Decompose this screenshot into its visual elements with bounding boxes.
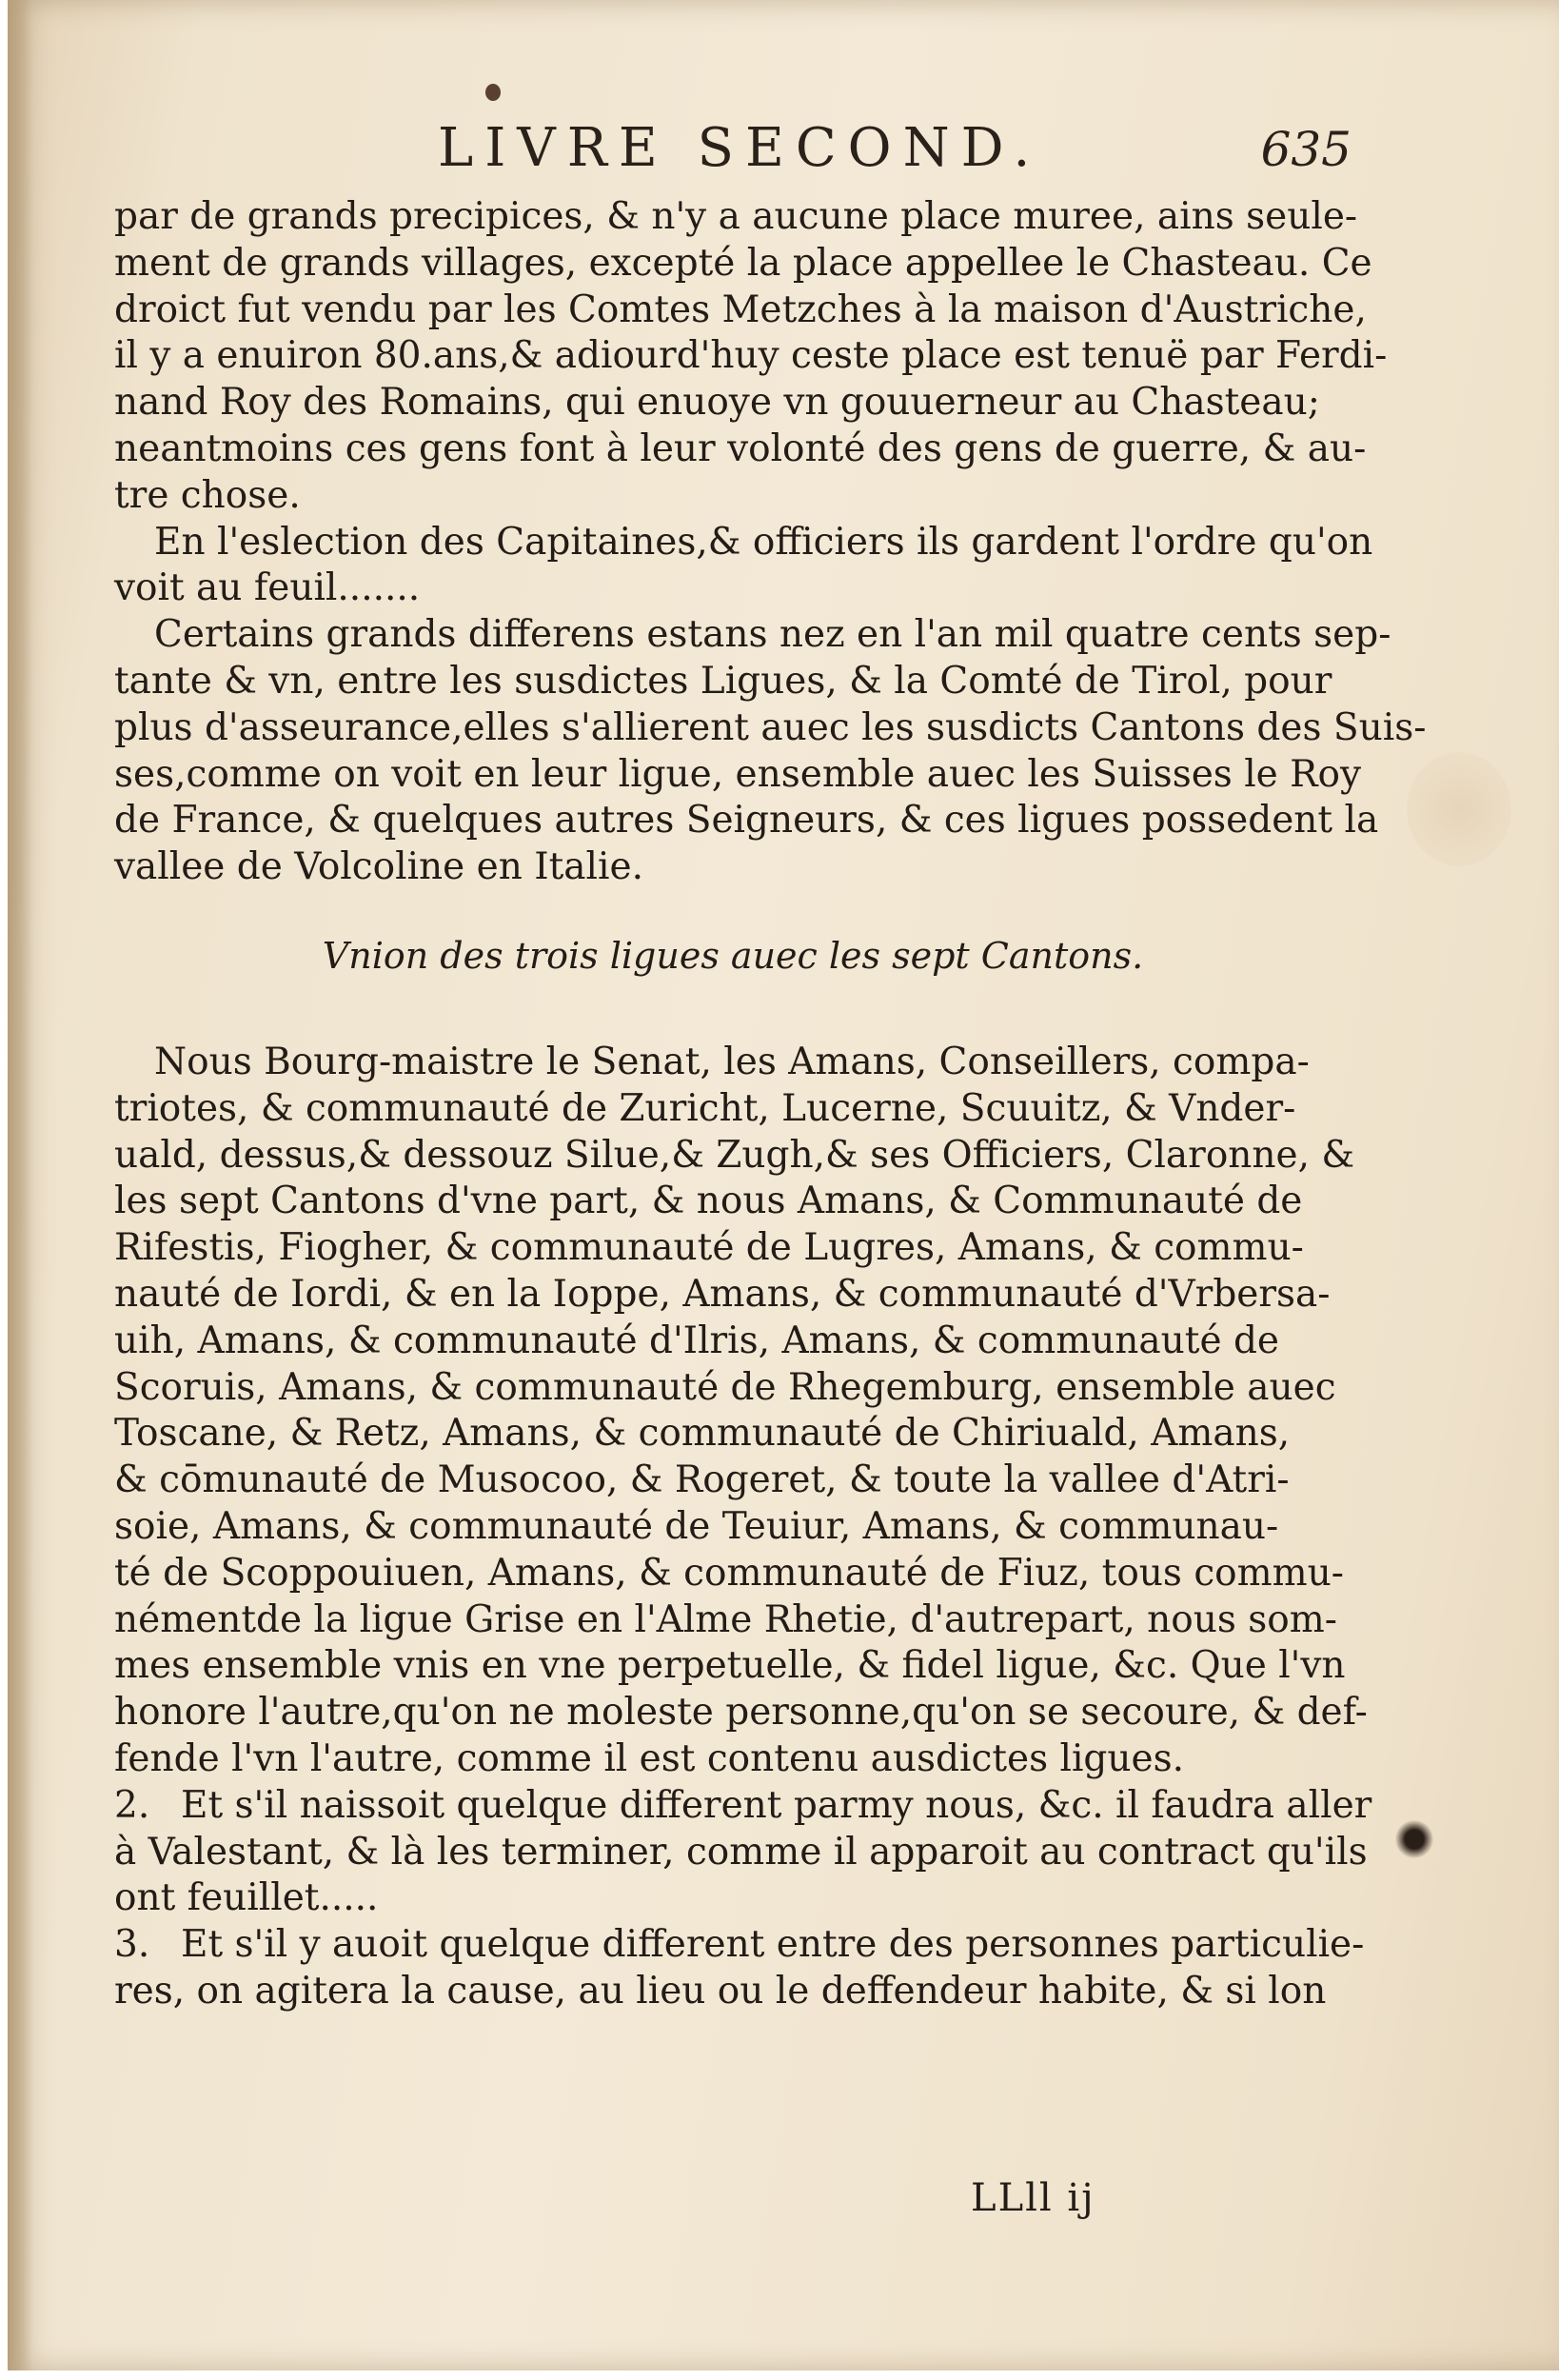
text-line: tre chose. bbox=[114, 473, 301, 517]
text-line: de France, & quelques autres Seigneurs, & ces ligues possedent la bbox=[114, 799, 1379, 843]
text-line: par de grands precipices, & n'y a aucune place muree, ains seule- bbox=[114, 195, 1358, 238]
text-line: Certains grands differens estans nez en l'an mil quatre cents sep- bbox=[154, 613, 1391, 657]
section-title: Vnion des trois ligues auec les sept Cantons. bbox=[322, 934, 1144, 977]
text-line: il y a enuiron 80.ans,& adiourd'huy ceste place est tenuë par Ferdi- bbox=[114, 334, 1388, 378]
text-line: ses,comme on voit en leur ligue, ensemble auec les Suisses le Roy bbox=[114, 752, 1362, 796]
text-line: ment de grands villages, excepté la place appellee le Chasteau. Ce bbox=[114, 241, 1372, 285]
text-line bbox=[114, 1783, 1372, 1830]
text-line: fende l'vn l'autre, comme il est contenu ausdictes ligues. bbox=[114, 1736, 1185, 1780]
text-line: Scoruis, Amans, & communauté de Rhegemburg, ensemble auec bbox=[114, 1365, 1336, 1409]
paper-stain bbox=[1407, 752, 1511, 866]
text-line: soie, Amans, & communauté de Teuiur, Amans, & communau- bbox=[114, 1504, 1279, 1548]
paragraph-3 bbox=[114, 612, 1427, 891]
text-line: Rifestis, Fiogher, & communauté de Lugres, Amans, & commu- bbox=[114, 1226, 1304, 1270]
numbered-item-3 bbox=[114, 1922, 1365, 2015]
item-text: Et s'il naissoit quelque different parmy nous, &c. il faudra aller bbox=[181, 1783, 1372, 1827]
text-line: les sept Cantons d'vne part, & nous Amans, & Communauté de bbox=[114, 1180, 1303, 1223]
text-line: voit au feuil....... bbox=[114, 566, 421, 610]
page-number: 635 bbox=[1260, 122, 1352, 177]
text-line: uald, dessus,& dessouz Silue,& Zugh,& ses Officiers, Claronne, & bbox=[114, 1133, 1355, 1177]
text-line: nand Roy des Romains, qui enuoye vn gouuerneur au Chasteau; bbox=[114, 381, 1320, 425]
body-text bbox=[114, 194, 1427, 2015]
paragraph-1 bbox=[114, 194, 1388, 520]
ink-blot bbox=[1395, 1820, 1433, 1858]
ink-dot bbox=[485, 84, 501, 101]
page-header bbox=[438, 112, 1352, 185]
text-line: plus d'asseurance,elles s'allierent auec les susdicts Cantons des Suis- bbox=[114, 705, 1427, 749]
text-line: té de Scoppouiuen, Amans, & communauté de Fiuz, tous commu- bbox=[114, 1551, 1344, 1595]
text-line: tante & vn, entre les susdictes Ligues, & la Comté de Tirol, pour bbox=[114, 659, 1332, 703]
running-title: LIVRE SECOND. bbox=[438, 117, 1042, 179]
text-line: honore l'autre,qu'on ne moleste personne,qu'on se secoure, & def- bbox=[114, 1691, 1368, 1735]
text-line: En l'eslection des Capitaines,& officiers ils gardent l'ordre qu'on bbox=[154, 520, 1373, 564]
text-line: Nous Bourg-maistre le Senat, les Amans, Conseillers, compa- bbox=[154, 1040, 1310, 1083]
text-line: neantmoins ces gens font à leur volonté des gens de guerre, & au- bbox=[114, 426, 1367, 470]
text-line: à Valestant, & là les terminer, comme il apparoit au contract qu'ils bbox=[114, 1830, 1368, 1874]
item-number: 3. bbox=[114, 1923, 150, 1967]
text-line: droict fut vendu par les Comtes Metzches à la maison d'Austriche, bbox=[114, 288, 1367, 331]
text-line bbox=[114, 1922, 1365, 1969]
text-line: uih, Amans, & communauté d'Ilris, Amans, & communauté de bbox=[114, 1319, 1279, 1362]
text-line: ont feuillet..... bbox=[114, 1876, 379, 1920]
item-number: 2. bbox=[114, 1783, 150, 1827]
text-line: nauté de Iordi, & en la Ioppe, Amans, & communauté d'Vrbersa- bbox=[114, 1272, 1331, 1316]
text-line: Toscane, & Retz, Amans, & communauté de Chiriuald, Amans, bbox=[114, 1412, 1291, 1456]
text-line: triotes, & communauté de Zuricht, Lucerne, Scuuitz, & Vnder- bbox=[114, 1086, 1296, 1130]
text-line: vallee de Volcoline en Italie. bbox=[114, 845, 643, 889]
text-line: res, on agitera la cause, au lieu ou le deffendeur habite, & si lon bbox=[114, 1969, 1327, 2013]
item-text: Et s'il y auoit quelque different entre des personnes particulie- bbox=[181, 1923, 1365, 1967]
paragraph-4 bbox=[114, 1040, 1368, 1783]
book-page bbox=[8, 0, 1559, 2370]
text-line: & cōmunauté de Musocoo, & Rogeret, & toute la vallee d'Atri- bbox=[114, 1458, 1290, 1502]
signature-mark: LLll ij bbox=[971, 2176, 1095, 2220]
text-line: mes ensemble vnis en vne perpetuelle, & fidel ligue, &c. Que l'vn bbox=[114, 1644, 1346, 1688]
text-line: némentde la ligue Grise en l'Alme Rhetie, d'autrepart, nous som- bbox=[114, 1597, 1337, 1641]
numbered-item-2 bbox=[114, 1783, 1372, 1922]
paragraph-2 bbox=[114, 520, 1373, 613]
